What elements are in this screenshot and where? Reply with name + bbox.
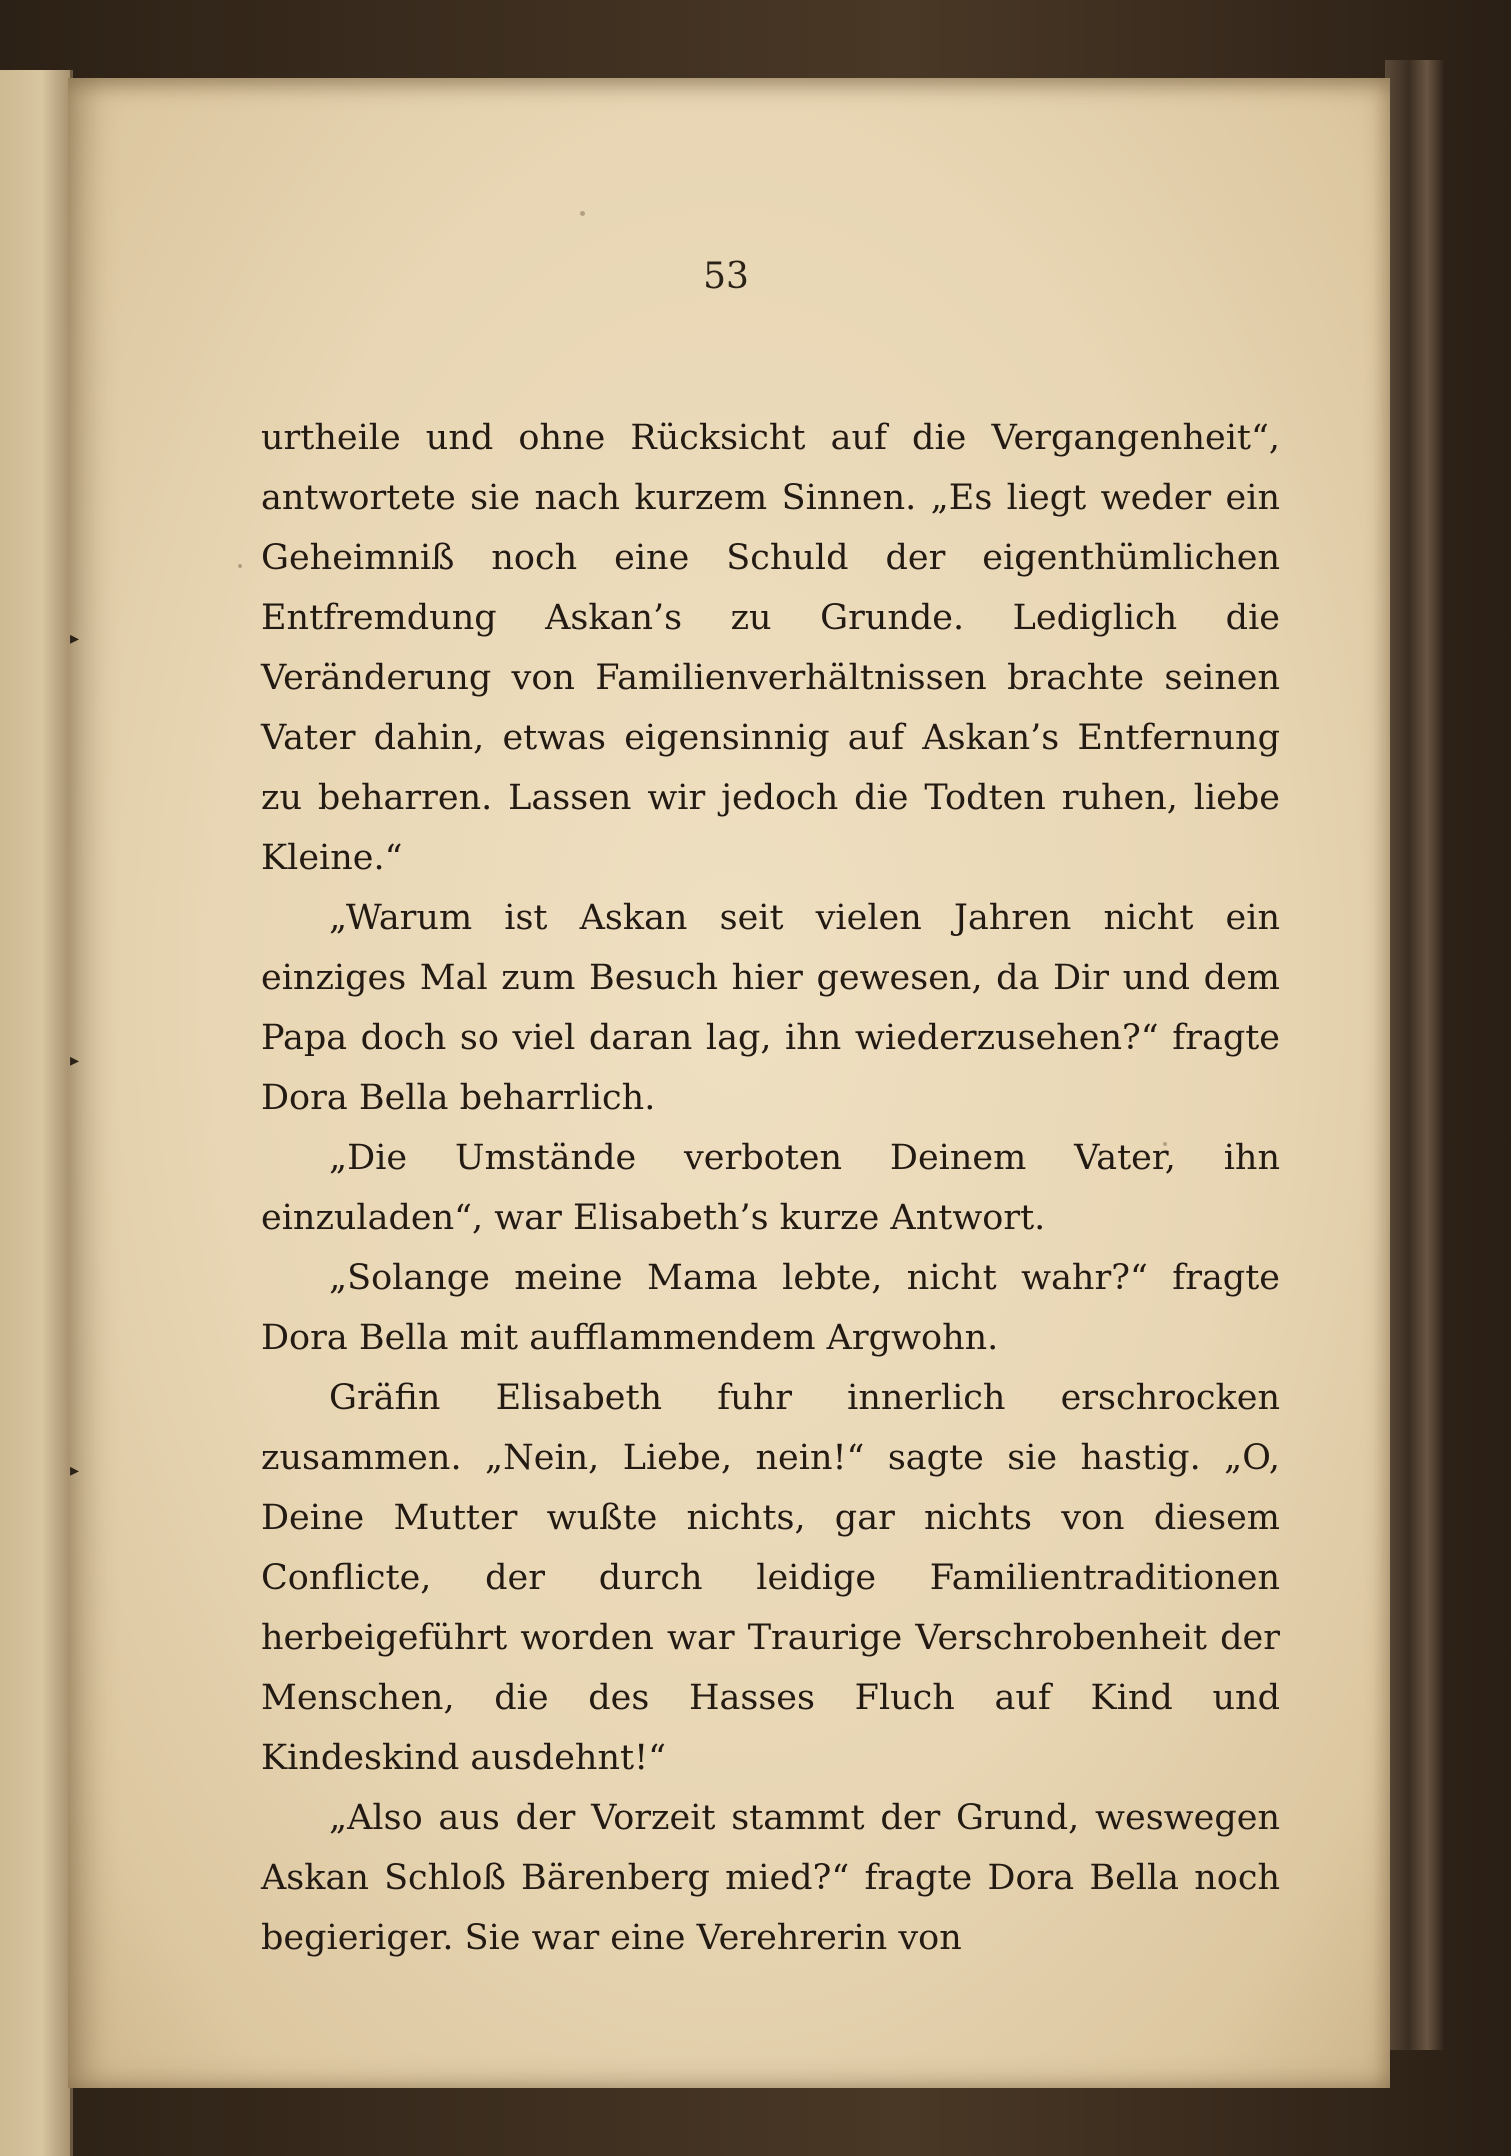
paper-spot	[238, 564, 242, 568]
paragraph-3: „Die Umstände verboten Deinem Vater, ihn einzuladen“, war Elisabeth’s kurze Antwort.	[261, 1138, 1280, 1238]
paper-spot	[580, 211, 585, 216]
paragraph-6: „Also aus der Vorzeit stammt der Grund, weswegen Askan Schloß Bärenberg mied?“ fragte Dora Bella noch begieriger. Sie war eine Verehrerin von	[261, 1798, 1280, 1958]
paragraph-1: urtheile und ohne Rücksicht auf die Vergangenheit“, antwortete sie nach kurzem Sinnen. „Es liegt weder ein Geheimniß noch eine Schuld der eigenthümlichen Entfremdung Askan’s zu Grunde. Lediglich die Veränderung von Familienverhältnissen brachte seinen Vater dahin, etwas eigensinnig auf Askan’s Entfernung zu beharren. Lassen wir jedoch die Todten ruhen, liebe Kleine.“	[261, 418, 1280, 878]
margin-tick-icon: ▸	[70, 1050, 80, 1071]
left-page-edge	[0, 70, 73, 2156]
book-cover-edge	[1385, 60, 1445, 2050]
page-number: 53	[703, 256, 749, 297]
paper-spot	[1163, 1142, 1167, 1146]
book-page	[68, 78, 1390, 2088]
margin-tick-icon: ▸	[70, 1460, 80, 1481]
paragraph-5: Gräfin Elisabeth fuhr innerlich erschrocken zusammen. „Nein, Liebe, nein!“ sagte sie hastig. „O, Deine Mutter wußte nichts, gar nichts von diesem Conflicte, der durch leidige Familientraditionen herbeigeführt worden war Traurige Verschrobenheit der Menschen, die des Hasses Fluch auf Kind und Kindeskind ausdehnt!“	[261, 1378, 1280, 1778]
paragraph-4: „Solange meine Mama lebte, nicht wahr?“ fragte Dora Bella mit aufflammendem Argwohn.	[261, 1258, 1280, 1358]
paragraph-2: „Warum ist Askan seit vielen Jahren nicht ein einziges Mal zum Besuch hier gewesen, da Dir und dem Papa doch so viel daran lag, ihn wiederzusehen?“ fragte Dora Bella beharrlich.	[261, 898, 1280, 1118]
page-body-text	[261, 408, 1280, 1968]
margin-tick-icon: ▸	[70, 628, 80, 649]
